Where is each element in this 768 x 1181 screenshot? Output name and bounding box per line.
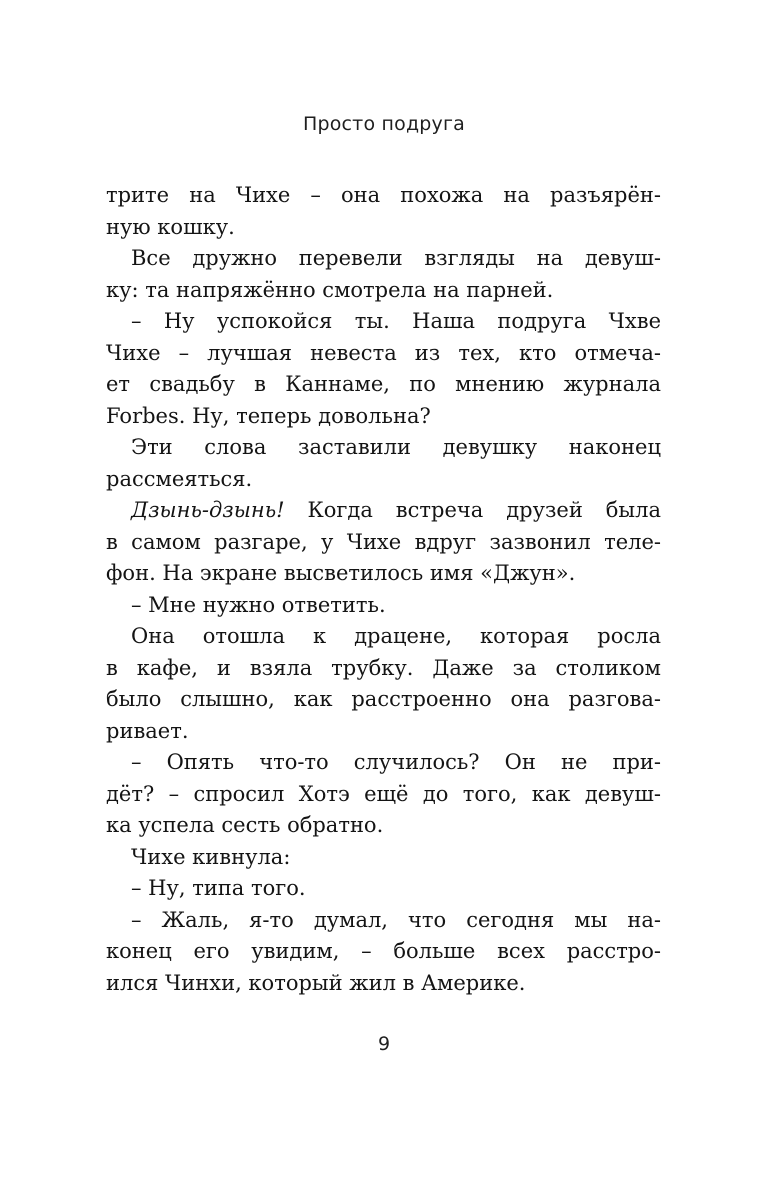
text-line: в кафе, и взяла трубку. Даже за столиком [106,655,661,680]
text-line: ную кошку. [106,214,235,239]
text-line: дёт? – спросил Хотэ ещё до того, как девуш- [106,781,661,806]
text-line: ку: та напряжённо смотрела на парней. [106,277,554,302]
text-line: – Мне нужно ответить. [131,592,386,617]
text-line: в самом разгаре, у Чихе вдруг зазвонил теле- [106,529,661,554]
text-line: ился Чинхи, который жил в Америке. [106,970,526,995]
text-line: – Жаль, я-то думал, что сегодня мы на- [131,907,661,932]
text-line: фон. На экране высветилось имя «Джун». [106,561,576,585]
text-line: – Ну, типа того. [131,876,306,900]
text-line-remainder: Когда встреча друзей была [284,498,661,522]
text-line-with-italic [106,495,661,527]
page-number: 9 [377,1033,391,1055]
text-line: Она отошла к драцене, которая росла [131,624,661,648]
text-line: Чихе – лучшая невеста из тех, кто отмеча- [106,340,661,365]
text-line: Все дружно перевели взгляды на девуш- [131,246,661,270]
text-line: трите на Чихе – она похожа на разъярён- [106,183,661,207]
text-line: было слышно, как расстроенно она разгова- [106,687,661,711]
text-line: – Ну успокойся ты. Наша подруга Чхве [131,309,661,333]
text-line: Чихе кивнула: [131,844,291,869]
italic-sound-effect: Дзынь-дзынь! [131,498,285,522]
body-text [106,180,661,999]
text-line: ет свадьбу в Каннаме, по мнению журнала [106,372,661,396]
text-line: Эти слова заставили девушку наконец [131,435,661,459]
running-head: Просто подруга [302,113,466,135]
text-line: – Опять что-то случилось? Он не при- [131,750,661,774]
text-line: конец его увидим, – больше всех расстро- [106,939,661,963]
text-line: рассмеяться. [106,466,253,491]
text-line: ривает. [106,718,189,743]
text-line: ка успела сесть обратно. [106,813,384,837]
text-line: Forbes. Ну, теперь довольна? [106,403,431,428]
